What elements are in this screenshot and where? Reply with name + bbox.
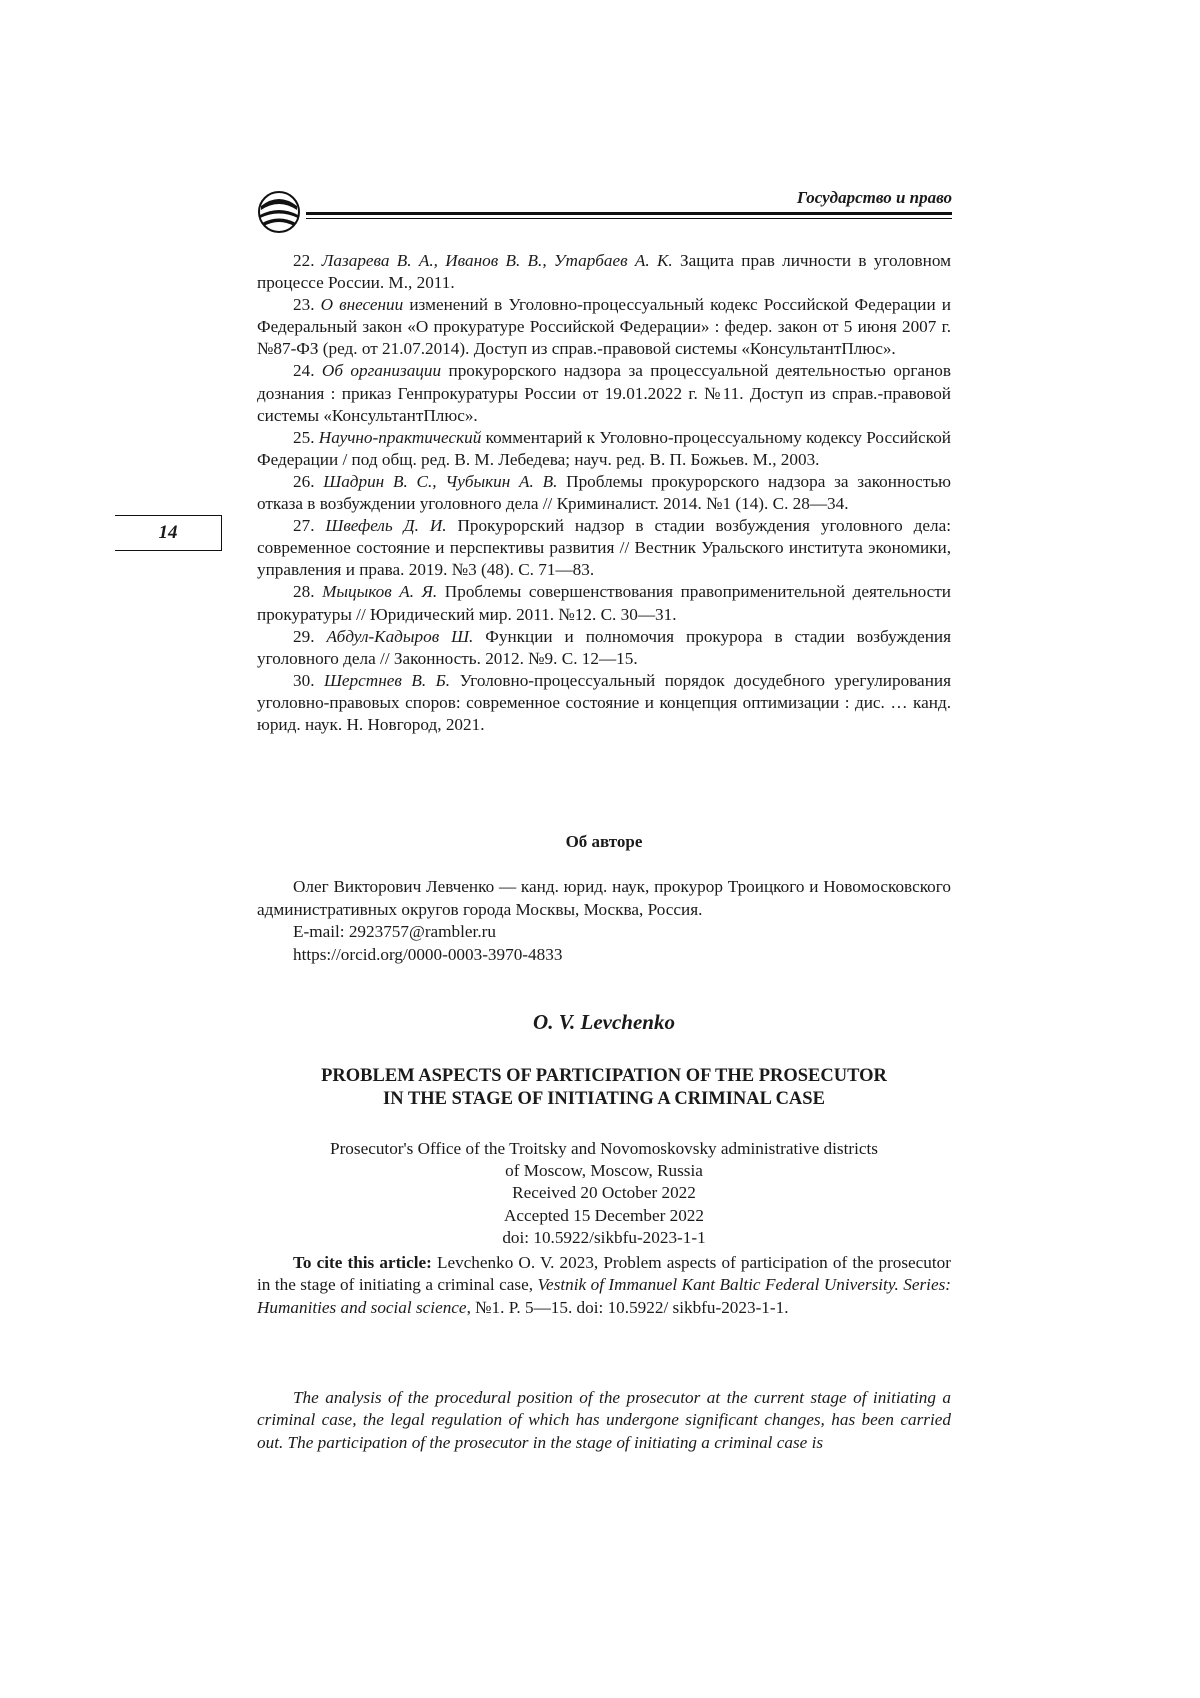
page-number: 14	[115, 515, 222, 551]
reference-item: 24. Об организации прокурорского надзора за процессуальной деятельностью органов дознания : приказ Генпрокуратуры России от 19.01.2022 г. №11. Доступ из справ.-правовой системы «КонсультантПлюс».	[257, 361, 952, 425]
reference-item: 23. О внесении изменений в Уголовно-процессуальный кодекс Российской Федерации и Федеральный закон «О прокуратуре Российской Федерации» : федер. закон от 5 июня 2007 г. №87-ФЗ (ред. от 21.07.2014). Доступ из справ.-правовой системы «КонсультантПлюс».	[257, 295, 951, 359]
about-author-heading: Об авторе	[565, 832, 643, 851]
received-date: Received 20 October 2022	[512, 1183, 696, 1203]
abstract	[257, 1387, 951, 1454]
reference-item: 29. Абдул-Кадыров Ш. Функции и полномочия прокурора в стадии возбуждения уголовного дела // Законность. 2012. №9. С. 12—15.	[257, 626, 952, 668]
references-list	[257, 250, 951, 736]
english-article-title	[257, 1065, 951, 1111]
reference-item: 30. Шерстнев В. Б. Уголовно-процессуальный порядок досудебного урегулирования уголовно-правовых споров: современное состояние и концепция оптимизации : дис. … канд. юрид. наук. Н. Новгород, 2021.	[257, 670, 951, 734]
affiliation-line: Prosecutor's Office of the Troitsky and Novomoskovsky administrative districts	[330, 1139, 878, 1158]
citation-block	[257, 1252, 951, 1319]
citation-label: To cite this article:	[293, 1253, 432, 1272]
author-orcid-link[interactable]: https://orcid.org/0000-0003-3970-4833	[293, 944, 563, 964]
title-line: PROBLEM ASPECTS OF PARTICIPATION OF THE PROSECUTOR	[321, 1066, 887, 1086]
reference-item: 27. Швефель Д. И. Прокурорский надзор в стадии возбуждения уголовного дела: современное состояние и перспективы развития // Вестник Уральского института экономики, управления и права. 2019. №3 (48). С. 71—83.	[257, 516, 952, 580]
accepted-date: Accepted 15 December 2022	[504, 1205, 704, 1225]
reference-item: 25. Научно-практический комментарий к Уголовно-процессуальному кодексу Российской Федерации / под общ. ред. В. М. Лебедева; науч. ред. В. П. Божьев. М., 2003.	[257, 427, 952, 469]
journal-logo-icon	[256, 190, 302, 234]
author-email[interactable]: E-mail: 2923757@rambler.ru	[293, 922, 496, 941]
header-rule	[306, 212, 952, 215]
doi[interactable]: doi: 10.5922/sikbfu-2023-1-1	[502, 1227, 706, 1247]
journal-title: Государство и право	[796, 188, 952, 207]
reference-item: 26. Шадрин В. С., Чубыкин А. В. Проблемы прокурорского надзора за законностью отказа в возбуждении уголовного дела // Криминалист. 2014. №1 (14). С. 28—34.	[257, 471, 952, 514]
affiliation-line: of Moscow, Moscow, Russia	[505, 1161, 703, 1181]
reference-item: 22. Лазарева В. А., Иванов В. В., Утарбаев А. К. Защита прав личности в уголовном процессе России. М., 2011.	[257, 251, 952, 293]
citation-journal: Vestnik of Immanuel Kant Baltic Federal University. Series: Humanities and social science	[257, 1275, 951, 1317]
reference-item: 28. Мыцыков А. Я. Проблемы совершенствования правоприменительной деятельности прокуратуры // Юридический мир. 2011. №12. С. 30—31.	[257, 582, 951, 624]
affiliation-block	[257, 1138, 951, 1249]
about-author	[257, 876, 951, 966]
author-bio: Олег Викторович Левченко — канд. юрид. наук, прокурор Троицкого и Новомосковского административных округов города Москвы, Москва, Россия.	[257, 877, 951, 919]
running-header	[256, 188, 952, 232]
abstract-text: The analysis of the procedural position of the prosecutor at the current stage of initiating a criminal case, the legal regulation of which has undergone significant changes, has been carried out. The participation of the prosecutor in the stage of initiating a criminal case is	[257, 1388, 951, 1452]
english-author-name: O. V. Levchenko	[533, 1010, 675, 1034]
title-line: IN THE STAGE OF INITIATING A CRIMINAL CASE	[383, 1089, 825, 1109]
citation-text: To cite this article: Levchenko O. V. 2023, Problem aspects of participation of the prosecutor in the stage of initiating a criminal case, Vestnik of Immanuel Kant Baltic Federal University. Series: Humanities and social science, №1. P. 5—15. doi: 10.5922/ sikbfu-2023-1-1.	[257, 1253, 951, 1317]
header-rule-thin	[306, 218, 952, 219]
